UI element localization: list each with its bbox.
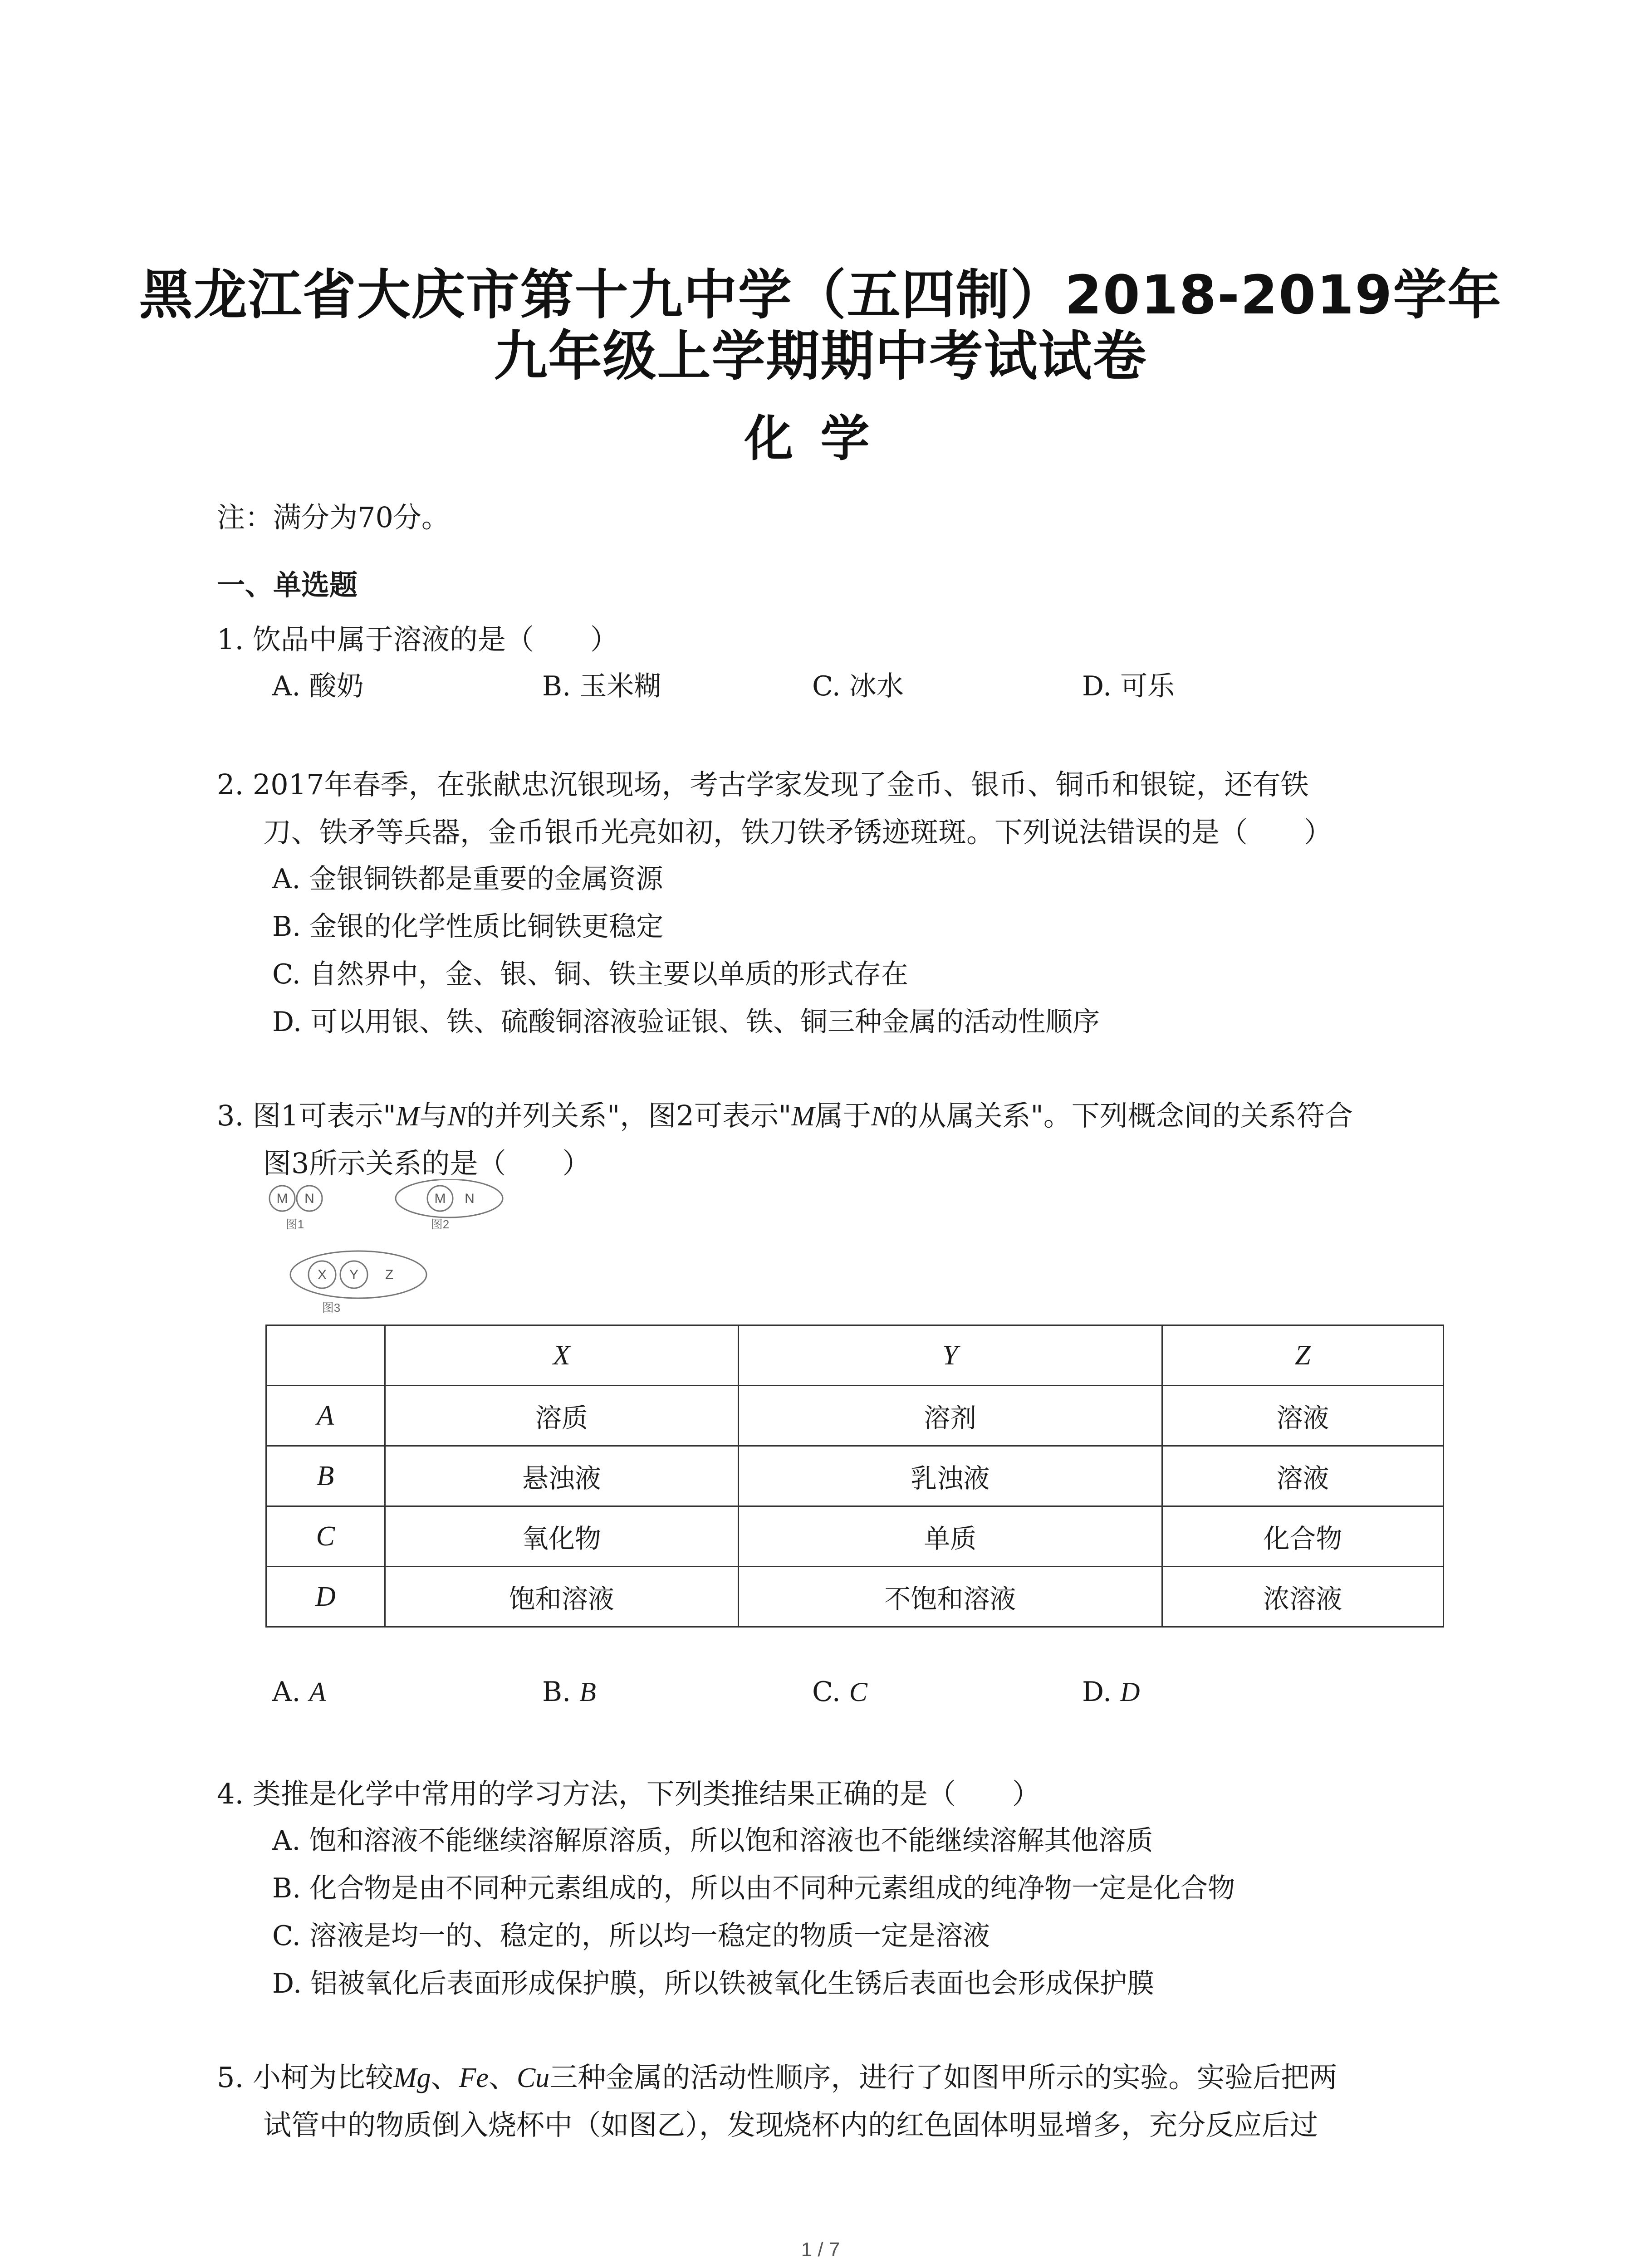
table-cell: 浓溶液 xyxy=(1162,1567,1443,1627)
question-1-stem: 1. 饮品中属于溶液的是（ ） xyxy=(217,623,618,656)
question-1-option-d: D. 可乐 xyxy=(1082,670,1175,702)
question-4-option-d: D. 铝被氧化后表面形成保护膜，所以铁被氧化生锈后表面也会形成保护膜 xyxy=(272,1968,1155,1999)
option-letter: C xyxy=(849,1677,867,1707)
page-number: 1 / 7 xyxy=(801,2239,840,2261)
question-3-stem-line1 xyxy=(217,1093,1353,1134)
section-heading: 一、单选题 xyxy=(217,568,358,601)
table-header-cell: Z xyxy=(1162,1325,1443,1386)
question-1-option-c: C. 冰水 xyxy=(812,670,904,702)
question-4-option-c: C. 溶液是均一的、稳定的，所以均一稳定的物质一定是溶液 xyxy=(272,1920,990,1952)
q5-text-b: 三种金属的活动性顺序，进行了如图甲所示的实验。实验后把两 xyxy=(549,2061,1337,2094)
question-4-option-b: B. 化合物是由不同种元素组成的，所以由不同种元素组成的纯净物一定是化合物 xyxy=(272,1872,1235,1904)
exam-title-line1: 黑龙江省大庆市第十九中学（五四制）2018-2019学年 xyxy=(139,264,1502,326)
table-cell: A xyxy=(266,1386,385,1446)
table-row xyxy=(266,1506,1444,1567)
q5-sep: 、 xyxy=(431,2061,459,2094)
fig1-caption: 图1 xyxy=(285,1217,304,1231)
q5-sep: 、 xyxy=(488,2061,517,2094)
question-1-option-b: B. 玉米糊 xyxy=(542,670,661,702)
q5-mg: Mg xyxy=(393,2063,431,2093)
fig3-label-x: X xyxy=(317,1267,327,1282)
venn-figure xyxy=(259,1179,531,1325)
table-header-cell: Y xyxy=(738,1325,1162,1386)
score-note: 注：满分为70分。 xyxy=(217,501,450,534)
option-prefix: B. xyxy=(542,1676,580,1708)
question-4-option-a: A. 饱和溶液不能继续溶解原溶质，所以饱和溶液也不能继续溶解其他溶质 xyxy=(272,1825,1153,1857)
subject-title: 化学 xyxy=(744,411,897,467)
table-cell: D xyxy=(266,1567,385,1627)
question-3-option-c xyxy=(812,1676,867,1708)
fig3-label-z: Z xyxy=(385,1267,394,1282)
table-header-row xyxy=(266,1325,1444,1386)
table-row xyxy=(266,1567,1444,1627)
q5-text-a: 5. 小柯为比较 xyxy=(217,2061,393,2094)
fig1-label-m: M xyxy=(276,1191,288,1206)
table-cell: 乳浊液 xyxy=(738,1446,1162,1506)
option-letter: D xyxy=(1120,1677,1140,1707)
question-5-stem-line1 xyxy=(217,2055,1337,2095)
table-cell: 悬浊液 xyxy=(385,1446,738,1506)
fig3-label-y: Y xyxy=(349,1267,359,1282)
question-4-stem: 4. 类推是化学中常用的学习方法，下列类推结果正确的是（ ） xyxy=(217,1777,1040,1810)
option-prefix: D. xyxy=(1082,1676,1121,1708)
q3-m2: M xyxy=(791,1101,815,1132)
table-cell: 化合物 xyxy=(1162,1506,1443,1567)
q3-m: M xyxy=(396,1101,420,1132)
q3-text-e: 的从属关系"。下列概念间的关系符合 xyxy=(890,1099,1353,1132)
q3-n: N xyxy=(447,1101,466,1132)
fig2-ellipse-n xyxy=(396,1179,503,1217)
q3-n2: N xyxy=(871,1101,890,1132)
question-2-stem-line2: 刀、铁矛等兵器，金币银币光亮如初，铁刀铁矛锈迹斑斑。下列说法错误的是（ ） xyxy=(263,816,1332,849)
fig2-label-m: M xyxy=(434,1191,446,1206)
table-cell: 溶剂 xyxy=(738,1386,1162,1446)
q3-text-d: 属于 xyxy=(815,1099,872,1132)
table-header-cell xyxy=(266,1325,385,1386)
option-letter: B xyxy=(579,1677,596,1707)
question-3-option-d xyxy=(1082,1676,1140,1708)
fig1-label-n: N xyxy=(304,1191,314,1206)
table-cell: 单质 xyxy=(738,1506,1162,1567)
table-cell: 溶液 xyxy=(1162,1446,1443,1506)
question-3-option-b xyxy=(542,1676,596,1708)
question-2-stem-line1: 2. 2017年春季，在张献忠沉银现场，考古学家发现了金币、银币、铜币和银锭，还有铁 xyxy=(217,768,1309,801)
option-prefix: A. xyxy=(272,1676,309,1708)
fig2-label-n: N xyxy=(465,1191,475,1206)
question-2-option-c: C. 自然界中，金、银、铜、铁主要以单质的形式存在 xyxy=(272,958,908,990)
question-3-option-a xyxy=(272,1676,326,1708)
question-3-stem-line2: 图3所示关系的是（ ） xyxy=(263,1147,591,1180)
table-cell: C xyxy=(266,1506,385,1567)
fig3-caption: 图3 xyxy=(322,1301,341,1315)
question-1-option-a: A. 酸奶 xyxy=(272,670,364,702)
table-cell: 饱和溶液 xyxy=(385,1567,738,1627)
fig2-caption: 图2 xyxy=(431,1217,450,1231)
q3-text-a: 3. 图1可表示" xyxy=(217,1099,396,1132)
option-prefix: C. xyxy=(812,1676,849,1708)
q3-text-b: 与 xyxy=(419,1099,448,1132)
q5-cu: Cu xyxy=(516,2063,550,2093)
q3-text-c: 的并列关系"，图2可表示" xyxy=(466,1099,792,1132)
question-2-option-b: B. 金银的化学性质比铜铁更稳定 xyxy=(272,911,664,943)
table-cell: 不饱和溶液 xyxy=(738,1567,1162,1627)
table-cell: 溶质 xyxy=(385,1386,738,1446)
option-letter: A xyxy=(309,1677,326,1707)
table-header-cell: X xyxy=(385,1325,738,1386)
concept-table xyxy=(265,1325,1444,1628)
table-row xyxy=(266,1446,1444,1506)
exam-title-line2: 九年级上学期期中考试试卷 xyxy=(494,325,1147,387)
table-cell: B xyxy=(266,1446,385,1506)
question-2-option-a: A. 金银铜铁都是重要的金属资源 xyxy=(272,863,663,895)
question-2-option-d: D. 可以用银、铁、硫酸铜溶液验证银、铁、铜三种金属的活动性顺序 xyxy=(272,1006,1100,1038)
question-5-stem-line2: 试管中的物质倒入烧杯中（如图乙），发现烧杯内的红色固体明显增多，充分反应后过 xyxy=(263,2108,1318,2141)
table-cell: 氧化物 xyxy=(385,1506,738,1567)
table-cell: 溶液 xyxy=(1162,1386,1443,1446)
q5-fe: Fe xyxy=(459,2063,489,2093)
table-row xyxy=(266,1386,1444,1446)
